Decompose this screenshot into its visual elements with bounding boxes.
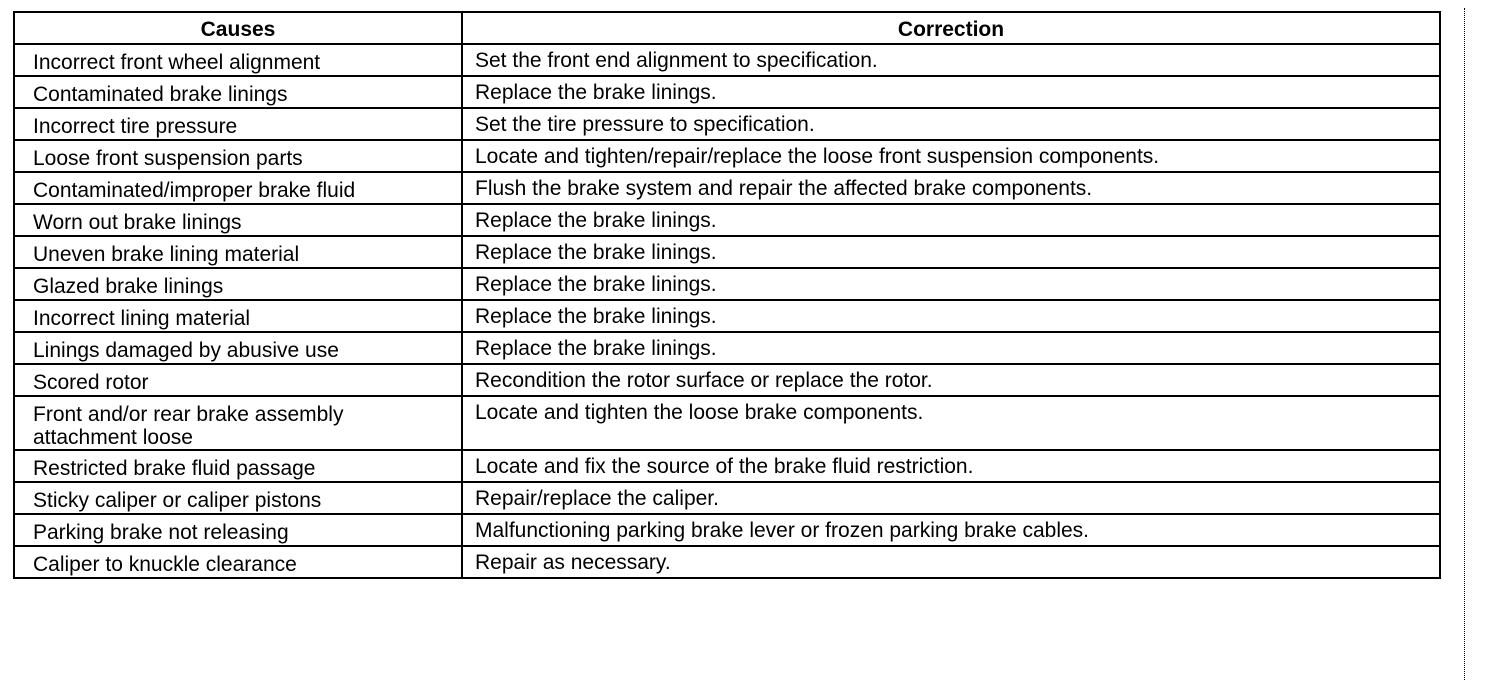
- cause-cell: Linings damaged by abusive use: [14, 332, 462, 364]
- cause-cell: Incorrect front wheel alignment: [14, 44, 462, 76]
- table-row: [14, 332, 1440, 364]
- table-row: [14, 108, 1440, 140]
- causes-column-header: Causes: [14, 12, 462, 44]
- table-row: [14, 76, 1440, 108]
- cause-cell: Restricted brake fluid passage: [14, 450, 462, 482]
- correction-cell: Repair/replace the caliper.: [462, 482, 1440, 514]
- cropped-title-fragment: [600, 0, 620, 4]
- cause-cell: Contaminated/improper brake fluid: [14, 172, 462, 204]
- table-row: [14, 546, 1440, 578]
- table-row: [14, 482, 1440, 514]
- table-row: [14, 396, 1440, 450]
- cause-cell: Caliper to knuckle clearance: [14, 546, 462, 578]
- table-header-row: [14, 12, 1440, 44]
- table-row: [14, 364, 1440, 396]
- correction-cell: Repair as necessary.: [462, 546, 1440, 578]
- table-row: [14, 300, 1440, 332]
- correction-cell: Flush the brake system and repair the affected brake components.: [462, 172, 1440, 204]
- cause-cell: Incorrect lining material: [14, 300, 462, 332]
- cause-cell: Parking brake not releasing: [14, 514, 462, 546]
- table-row: [14, 268, 1440, 300]
- cause-cell: Contaminated brake linings: [14, 76, 462, 108]
- table-row: [14, 236, 1440, 268]
- cause-cell: Scored rotor: [14, 364, 462, 396]
- cause-cell: Incorrect tire pressure: [14, 108, 462, 140]
- correction-cell: Replace the brake linings.: [462, 204, 1440, 236]
- correction-cell: Replace the brake linings.: [462, 300, 1440, 332]
- table-row: [14, 140, 1440, 172]
- correction-cell: Recondition the rotor surface or replace the rotor.: [462, 364, 1440, 396]
- correction-column-header: Correction: [462, 12, 1440, 44]
- correction-cell: Locate and fix the source of the brake fluid restriction.: [462, 450, 1440, 482]
- correction-cell: Set the tire pressure to specification.: [462, 108, 1440, 140]
- table-row: [14, 450, 1440, 482]
- table-row: [14, 44, 1440, 76]
- correction-cell: Set the front end alignment to specification.: [462, 44, 1440, 76]
- cause-cell: Glazed brake linings: [14, 268, 462, 300]
- correction-cell: Locate and tighten the loose brake components.: [462, 396, 1440, 450]
- correction-cell: Locate and tighten/repair/replace the loose front suspension components.: [462, 140, 1440, 172]
- table-row: [14, 172, 1440, 204]
- cause-cell: Uneven brake lining material: [14, 236, 462, 268]
- cause-cell: Front and/or rear brake assembly attachment loose: [14, 396, 462, 450]
- cause-cell: Loose front suspension parts: [14, 140, 462, 172]
- table-row: [14, 204, 1440, 236]
- diagnosis-table: [13, 11, 1441, 579]
- correction-cell: Replace the brake linings.: [462, 332, 1440, 364]
- correction-cell: Replace the brake linings.: [462, 268, 1440, 300]
- table-row: [14, 514, 1440, 546]
- scan-edge-mark: [1464, 8, 1468, 680]
- cause-cell: Worn out brake linings: [14, 204, 462, 236]
- correction-cell: Malfunctioning parking brake lever or frozen parking brake cables.: [462, 514, 1440, 546]
- correction-cell: Replace the brake linings.: [462, 76, 1440, 108]
- cause-cell: Sticky caliper or caliper pistons: [14, 482, 462, 514]
- correction-cell: Replace the brake linings.: [462, 236, 1440, 268]
